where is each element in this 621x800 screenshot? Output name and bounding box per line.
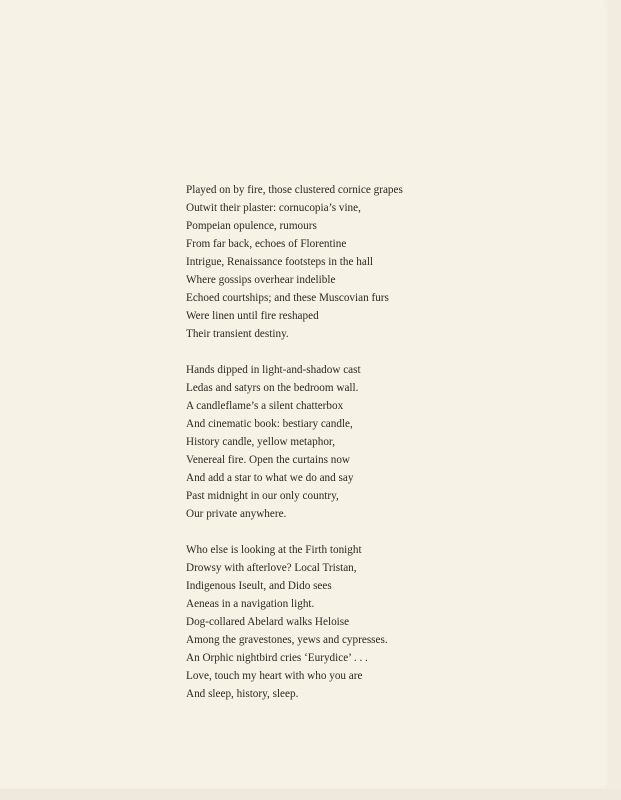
poem-line: Indigenous Iseult, and Dido sees [186, 580, 332, 592]
poem-line: And cinematic book: bestiary candle, [186, 418, 353, 430]
poem-line: And sleep, history, sleep. [186, 688, 299, 700]
poem-line: Intrigue, Renaissance footsteps in the hall [186, 256, 374, 268]
poem-text [186, 181, 446, 721]
poem-line: Venereal fire. Open the curtains now [186, 454, 351, 466]
poem-line: Our private anywhere. [186, 508, 287, 520]
paper-edge-right [608, 0, 621, 800]
poem-line: Outwit their plaster: cornucopia’s vine, [186, 202, 361, 214]
poem-line: Their transient destiny. [186, 328, 289, 340]
poem-line: A candleflame’s a silent chatterbox [186, 400, 344, 412]
poem-line: Who else is looking at the Firth tonight [186, 544, 362, 556]
stanza-3 [186, 541, 446, 703]
poem-line: Pompeian opulence, rumours [186, 220, 317, 232]
poem-line: Where gossips overhear indelible [186, 274, 336, 286]
poem-line: Played on by fire, those clustered cornice grapes [186, 184, 403, 196]
poem-line: Dog-collared Abelard walks Heloise [186, 616, 350, 628]
poem-line: Aeneas in a navigation light. [186, 598, 315, 610]
poem-line: An Orphic nightbird cries ‘Eurydice’ . . . [186, 652, 368, 664]
poem-line: From far back, echoes of Florentine [186, 238, 347, 250]
poem-line: Were linen until fire reshaped [186, 310, 319, 322]
poem-line: Drowsy with afterlove? Local Tristan, [186, 562, 357, 574]
poem-line: Past midnight in our only country, [186, 490, 339, 502]
poem-line: Hands dipped in light-and-shadow cast [186, 364, 361, 376]
stanza-1 [186, 181, 446, 343]
poem-line: Ledas and satyrs on the bedroom wall. [186, 382, 359, 394]
poem-line: Among the gravestones, yews and cypresses. [186, 634, 388, 646]
paper-edge-bottom [0, 789, 621, 800]
poem-line: History candle, yellow metaphor, [186, 436, 335, 448]
poem-line: Echoed courtships; and these Muscovian furs [186, 292, 389, 304]
poem-line: And add a star to what we do and say [186, 472, 354, 484]
poem-line: Love, touch my heart with who you are [186, 670, 363, 682]
stanza-2 [186, 361, 446, 523]
